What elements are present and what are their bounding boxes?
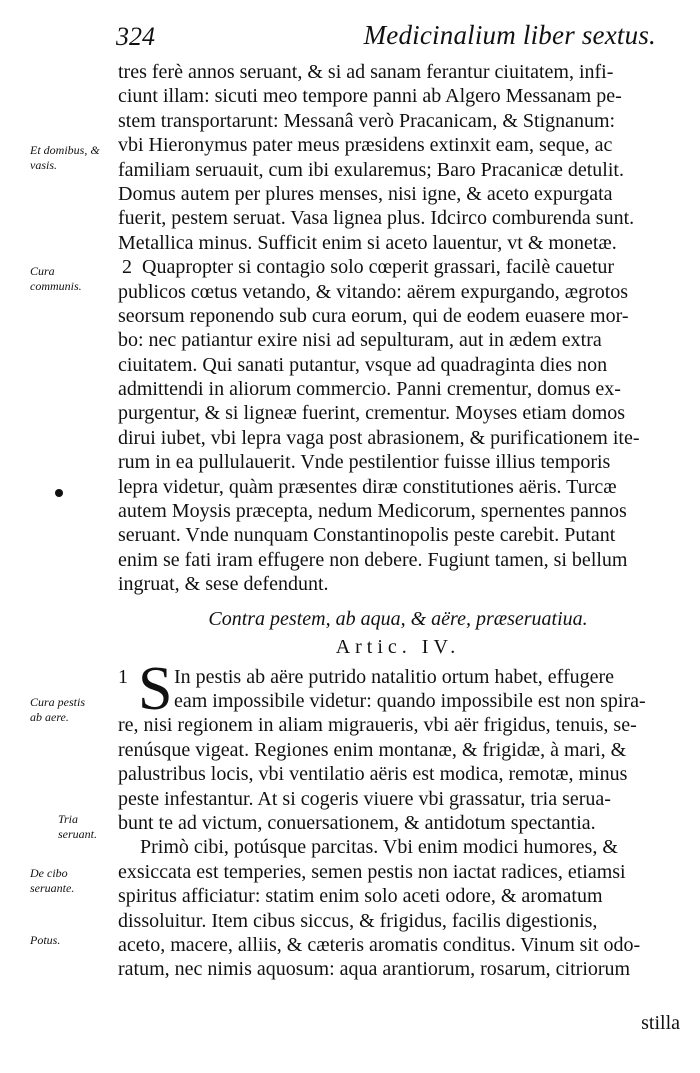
margin-note-potus: Potus. bbox=[30, 933, 61, 947]
marginal-bullet bbox=[55, 489, 63, 497]
text-line: palustribus locis, vbi ventilatio aëris est modica, remotæ, minus bbox=[118, 763, 628, 786]
text-line: peste infestantur. At si cogeris viuere vbi grassatur, tria serua- bbox=[118, 787, 611, 810]
text-line: enim se fati iram effugere non debere. Fugiunt tamen, si bellum bbox=[118, 548, 628, 571]
running-title: Medicinalium liber sextus. bbox=[363, 20, 656, 50]
page-header bbox=[116, 18, 676, 58]
text-line bbox=[118, 689, 678, 713]
text-line: Domus autem per plures menses, nisi igne, & aceto expurgata bbox=[118, 182, 613, 205]
text-line: vbi Hieronymus pater meus præsidens extinxit eam, seque, ac bbox=[118, 134, 613, 157]
text-line: seorsum reponendo sub cura eorum, qui de eodem euasere mor- bbox=[118, 304, 629, 327]
text-line-content: eam impossibile videtur: quando impossibile est non spira- bbox=[174, 689, 646, 712]
text-line: renúsque vigeat. Regiones enim montanæ, & frigidæ, à mari, & bbox=[118, 738, 627, 761]
text-line: fuerit, pestem seruat. Vasa lignea plus. Idcirco comburenda sunt. bbox=[118, 207, 635, 230]
margin-note-tria-seruant: Tria seruant. bbox=[58, 812, 97, 841]
text-line: purgentur, & si ligneæ fuerint, crementur. Moyses etiam domos bbox=[118, 402, 626, 425]
text-line: tres ferè annos seruant, & si ad sanam ferantur ciuitatem, infi- bbox=[118, 61, 614, 83]
text-line-content: Quapropter si contagio solo cœperit grassari, facilè cauetur bbox=[142, 256, 615, 279]
text-line: autem Moysis præcepta, nedum Medicorum, spernentes pannos bbox=[118, 500, 627, 523]
text-line: seruant. Vnde nunquam Constantinopolis peste carebit. Putant bbox=[118, 524, 616, 547]
text-line: re, nisi regionem in aliam migraueris, vbi aër frigidus, tenuis, se- bbox=[118, 714, 637, 737]
section-title: Contra pestem, ab aqua, & aëre, præseruatiua. bbox=[208, 607, 588, 630]
text-line: exsiccata est temperies, semen pestis non iactat radices, etiamsi bbox=[118, 860, 626, 883]
text-line: stem transportarunt: Messanâ verò Pracanicam, & Stignanum: bbox=[118, 109, 616, 132]
text-line-content: Primò cibi, potúsque parcitas. Vbi enim modici humores, & bbox=[140, 836, 618, 859]
text-line-content: In pestis ab aëre putrido natalitio ortum habet, effugere bbox=[174, 665, 615, 688]
text-line: bo: nec patiantur exire nisi ad sepulturam, aut in ædem extra bbox=[118, 329, 602, 352]
text-line: aceto, macere, alliis, & cæteris aromatis conditus. Vinum sit odo- bbox=[118, 933, 641, 956]
text-line: admittendi in aliorum commercio. Panni crementur, domus ex- bbox=[118, 378, 621, 401]
text-line: rum in ea pullulauerit. Vnde pestilentior fuisse illius temporis bbox=[118, 451, 611, 474]
paragraph-number: 1 bbox=[118, 665, 128, 688]
margin-note-domibus: Et domibus, & vasis. bbox=[30, 143, 100, 172]
margin-note-cura-communis: Cura communis. bbox=[30, 264, 82, 293]
text-line: ciuitatem. Qui sanati putantur, vsque ad quadraginta dies non bbox=[118, 353, 608, 376]
text-line: bunt te ad victum, conuersationem, & antidotum spectantia. bbox=[118, 811, 596, 834]
text-line: ingruat, & sese defendunt. bbox=[118, 573, 329, 596]
text-line: publicos cœtus vetando, & vitando: aërem expurgando, ægrotos bbox=[118, 280, 629, 303]
catchword: stilla bbox=[641, 1012, 680, 1034]
text-line: ciunt illam: sicuti meo tempore panni ab Algero Messanam pe- bbox=[118, 85, 622, 108]
text-line: familiam seruauit, cum ibi exularemus; Baro Pracanicæ detulit. bbox=[118, 158, 624, 181]
text-line: spiritus afficiatur: statim enim solo aceti odore, & aromatum bbox=[118, 885, 603, 908]
body-text bbox=[118, 60, 678, 982]
text-line bbox=[118, 835, 678, 859]
article-heading: Artic. IV. bbox=[335, 635, 461, 658]
paragraph-number: 2 bbox=[122, 256, 132, 279]
text-line: ratum, nec nimis aquosum: aqua arantiorum, rosarum, citriorum bbox=[118, 958, 631, 981]
text-line: lepra videtur, quàm præsentes diræ constitutiones aëris. Turcæ bbox=[118, 475, 617, 498]
text-line: dissoluitur. Item cibus siccus, & frigidus, facilis digestionis, bbox=[118, 909, 598, 932]
text-line bbox=[118, 255, 678, 279]
drop-cap: S bbox=[138, 654, 173, 723]
margin-note-cura-pestis: Cura pestis ab aere. bbox=[30, 695, 86, 724]
page-number: 324 bbox=[116, 22, 155, 51]
text-line: dirui iubet, vbi lepra vaga post abrasionem, & purificationem ite- bbox=[118, 426, 640, 449]
margin-note-de-cibo: De cibo seruante. bbox=[30, 866, 75, 895]
text-line: Metallica minus. Sufficit enim si aceto lauentur, vt & monetæ. bbox=[118, 231, 617, 254]
